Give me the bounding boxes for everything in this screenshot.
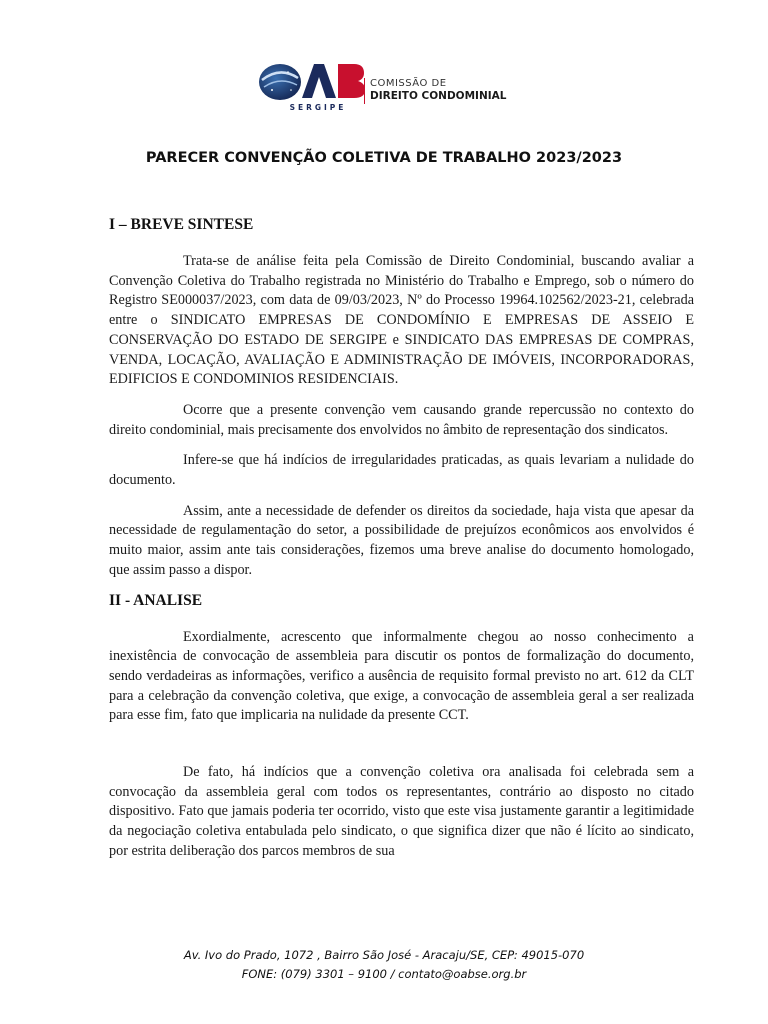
logo-divider [364, 78, 365, 104]
oab-logo [258, 60, 518, 116]
section-heading-breve-sintese: I – BREVE SINTESE [109, 216, 254, 233]
paragraph: Infere-se que há indícios de irregularidades praticadas, as quais levariam a nulidade do documento. [109, 452, 694, 489]
section-heading-analise: II - ANALISE [109, 591, 203, 609]
paragraph: Exordialmente, acrescento que informalmente chegou ao nosso conhecimento a inexistência de convocação de assembleia para discutir os pontos de formalização do documento, sendo verdadeiras as informações, verifico a ausência de requisito formal previsto no art. 612 da CLT para a celebração da convenção coletiva, que exige, a convocação de assembleia geral a ser realizada para esse fim, fato que implicaria na nulidade da presente CCT. [109, 628, 694, 724]
paragraph: Ocorre que a presente convenção vem causando grande repercussão no contexto do direito condominial, mais precisamente dos envolvidos no âmbito de representação dos sindicatos. [109, 401, 694, 438]
logo-text-line-1: COMISSÃO DE [370, 78, 447, 89]
spacer [109, 737, 694, 763]
logo-state-label: SERGIPE [289, 103, 347, 112]
footer-contact: FONE: (079) 3301 – 9100 / contato@oabse.org.br [241, 967, 527, 981]
footer-address: Av. Ivo do Prado, 1072 , Bairro São José - Aracaju/SE, CEP: 49015-070 [183, 948, 585, 962]
page-footer [0, 946, 768, 984]
logo-commission-name [370, 78, 506, 103]
paragraph: De fato, há indícios que a convenção coletiva ora analisada foi celebrada sem a convocação da assembleia geral com todos os representantes, contrário ao disposto no citado dispositivo. Fato que jamais poderia ter ocorrido, visto que este visa justamente garantir a legitimidade da negociação coletiva entabulada pelo sindicato, o que significa dizer que não é lícito ao sindicato, por estrita deliberação dos parcos membros de sua [109, 764, 694, 859]
logo-text-line-2: DIREITO CONDOMINIAL [370, 90, 507, 102]
paragraph: Trata-se de análise feita pela Comissão de Direito Condominial, buscando avaliar a Convenção Coletiva do Trabalho registrada no Ministério do Trabalho e Emprego, sob o número do Registro SE000037/2023, com data de 09/03/2023, Nº do Processo 19964.102562/2023-21, celebrada entre o SINDICATO EMPRESAS DE CONDOMÍNIO E EMPRESAS DE ASSEIO E CONSERVAÇÃO DO ESTADO DE SERGIPE e SINDICATO DAS EMPRESAS DE COMPRAS, VENDA, LOCAÇÃO, AVALIAÇÃO E ADMINISTRAÇÃO DE IMÓVEIS, INCORPORADORAS, EDIFICIOS E CONDOMINIOS RESIDENCIAIS. [109, 253, 694, 388]
paragraph: Assim, ante a necessidade de defender os direitos da sociedade, haja vista que apesar da necessidade de regulamentação do setor, a possibilidade de prejuízos econômicos aos envolvidos é muito maior, assim ante tais considerações, fizemos uma breve analise do documento homologado, que assim passo a dispor. [109, 502, 694, 578]
document-body [109, 216, 694, 873]
document-title: PARECER CONVENÇÃO COLETIVA DE TRABALHO 2023/2023 [145, 150, 623, 166]
